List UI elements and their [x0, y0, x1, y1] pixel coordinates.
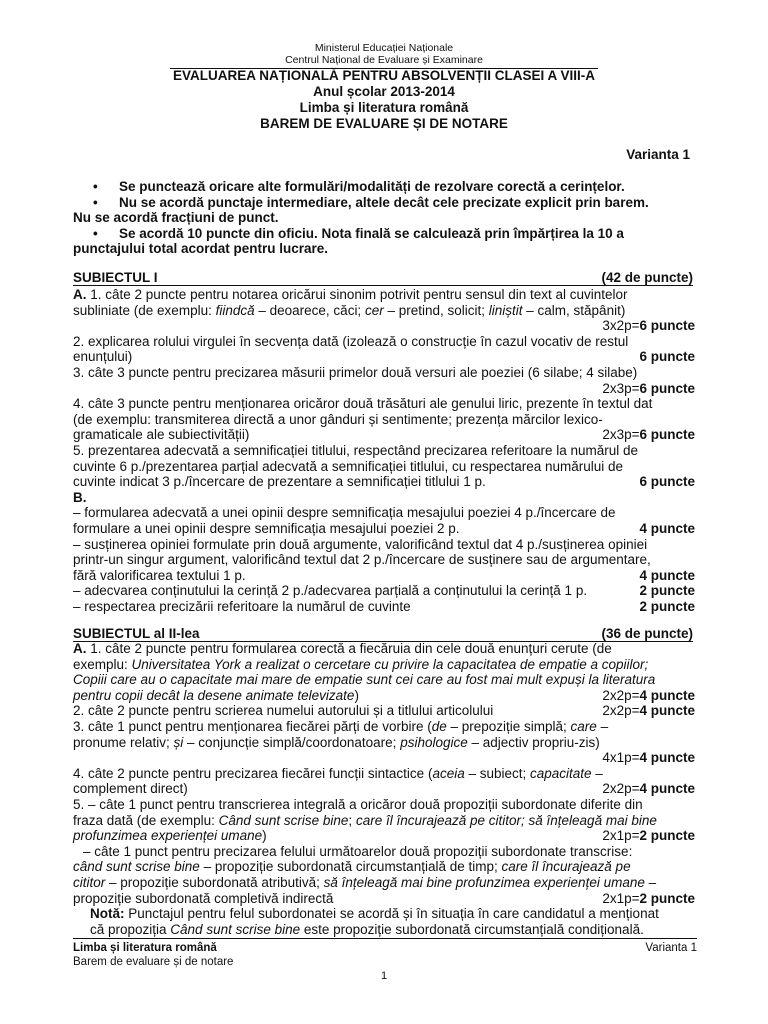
score-line: 3x2p=6 puncte — [602, 318, 695, 334]
center-name: Centrul Național de Evaluare și Examinare — [285, 54, 483, 66]
general-rules — [73, 179, 697, 257]
text-line: 5. – câte 1 punct pentru transcrierea integrală a oricăror două propoziții subordonate diferite din — [73, 796, 643, 812]
section-points: (36 de puncte) — [601, 626, 693, 641]
section-heading-1 — [73, 270, 693, 286]
text-line: – respectarea precizării referitoare la numărul de cuvinte 2 puncte — [73, 598, 695, 614]
text-line: 3. câte 3 puncte pentru precizarea măsurii primelor două versuri ale poeziei (6 silabe; 4 silabe) — [73, 364, 638, 380]
text-line: profunzimea experienței umane) 2x1p=2 puncte — [73, 828, 695, 844]
text-line: când sunt scrise bine – propoziție subordonată circumstanțială de timp; care îl încurajează pe — [73, 859, 631, 875]
text-line: – câte 1 punct pentru precizarea felului următoarelor două propoziții subordonate transcrise: — [83, 843, 633, 859]
text-line: – susținerea opiniei formulate prin două argumente, valorificând textul dat 4 p./susținerea opiniei — [73, 536, 648, 552]
rule-item: • Nu se acordă punctaje intermediare, altele decât cele precizate explicit prin barem. — [93, 194, 649, 210]
score-line: 4x1p=4 puncte — [602, 750, 695, 766]
text-line: 2. explicarea rolului virgulei în secvența dată (izolează o construcție în cazul vocativ de restul — [73, 333, 629, 349]
section-points: (42 de puncte) — [601, 270, 693, 285]
footer-doc-type: Barem de evaluare și de notare — [73, 956, 234, 968]
section-2-body — [73, 641, 697, 937]
variant-label: Varianta 1 — [626, 147, 690, 162]
text-line: 3. câte 1 punct pentru menționarea fiecărei părți de vorbire (de – prepoziție simplă; care – — [73, 718, 609, 734]
text-line: complement direct) 2x2p=4 puncte — [73, 781, 695, 797]
page-number: 1 — [380, 970, 388, 982]
section-heading-2 — [73, 626, 693, 642]
text-line: Copiii care au o capacitate mai mare de empatie sunt cei care au fost mai mult expuși la literatura — [73, 672, 656, 688]
text-line: fraza dată (de exemplu: Când sunt scrise bine; care îl încurajează pe cititor; să înțeleagă mai bine — [73, 812, 657, 828]
text-line: 5. prezentarea adecvată a semnificației titlului, respectând precizarea referitoare la numărul de — [73, 442, 639, 458]
school-year: Anul școlar 2013-2014 — [313, 84, 455, 99]
text-line: subliniate (de exemplu: fiindcă – deoarece, căci; cer – pretind, solicit; liniștit – calm, stăpânit) — [73, 302, 626, 318]
page-footer — [73, 938, 697, 969]
score-line: 2x3p=6 puncte — [602, 380, 695, 396]
note-line: Notă: Punctajul pentru felul subordonatei se acordă și în situația în care candidatul a menționat — [90, 906, 659, 922]
text-line: – formularea adecvată a unei opinii despre semnificația mesajului poeziei 4 p./încercare de — [73, 505, 616, 521]
section-1-body — [73, 287, 697, 614]
exam-title: EVALUAREA NAȚIONALĂ PENTRU ABSOLVENȚII CLASEI A VIII-A — [172, 68, 595, 83]
text-line: cuvinte 6 p./prezentarea parțial adecvată a semnificației titlului, cu respectarea numărului de — [73, 458, 624, 474]
text-line: pronume relativ; și – conjuncție simplă/coordonatoare; psihologice – adjectiv propriu-zis) — [73, 734, 600, 750]
text-line: formulare a unei opinii despre semnificația mesajului poeziei 2 p. 4 puncte — [73, 520, 695, 536]
text-line: printr-un singur argument, valorificând textul dat 2 p./încercare de susținere sau de argumentare, — [73, 552, 651, 568]
rule-item: Nu se acordă fracțiuni de punct. — [73, 210, 279, 225]
text-line: – adecvarea conținutului la cerință 2 p./adecvarea parțială a conținutului la cerință 1 p. 2 puncte — [73, 583, 695, 599]
rule-item: • Se acordă 10 puncte din oficiu. Nota finală se calculează prin împărțirea la 10 a — [93, 225, 624, 241]
rule-item: • Se punctează oricare alte formulări/modalități de rezolvare corectă a cerințelor. — [93, 179, 625, 194]
barem-title: BAREM DE EVALUARE ȘI DE NOTARE — [260, 116, 508, 131]
text-line: 4. câte 2 puncte pentru precizarea fiecărei funcții sintactice (aceia – subiect; capacitate – — [73, 765, 603, 781]
part-b-label: B. — [73, 489, 87, 505]
text-line: A. 1. câte 2 puncte pentru formularea corectă a fiecăruia din cele două enunțuri cerute (de — [73, 641, 612, 656]
text-line: cititor – propoziție subordonată atributivă; să înțeleagă mai bine profunzimea experienței umane – — [73, 874, 657, 890]
text-line: gramaticale ale subiectivității) 2x3p=6 puncte — [73, 427, 695, 443]
section-title: SUBIECTUL I — [73, 270, 158, 285]
text-line: pentru copii decât la desene animate televizate) 2x2p=4 puncte — [73, 687, 695, 703]
text-line: 2. câte 2 puncte pentru scrierea numelui autorului și a titlului articolului 2x2p=4 puncte — [73, 703, 695, 719]
text-line: propoziție subordonată completivă indirectă 2x1p=2 puncte — [73, 890, 695, 906]
text-line: cuvinte indicat 3 p./încercare de prezentare a semnificației titlului 1 p. 6 puncte — [73, 474, 695, 490]
subject-name: Limba și literatura română — [299, 100, 469, 115]
text-line: enunțului) 6 puncte — [73, 349, 695, 365]
footer-variant: Varianta 1 — [645, 942, 697, 954]
ministry-name: Ministerul Educației Naționale — [314, 42, 454, 54]
text-line: fără valorificarea textului 1 p. 4 puncte — [73, 567, 695, 583]
section-title: SUBIECTUL al II-lea — [73, 626, 200, 641]
footer-subject: Limba și literatura română — [73, 942, 217, 954]
rule-item: punctajului total acordat pentru lucrare. — [73, 241, 329, 256]
note-line: că propoziția Când sunt scrise bine este propoziție subordonată circumstanțială condițională. — [90, 921, 644, 937]
text-line: (de exemplu: transmiterea directă a unor gânduri și sentimente; prezența mărcilor lexico- — [73, 411, 603, 427]
text-line: A. 1. câte 2 puncte pentru notarea oricărui sinonim potrivit pentru sensul din text al cuvintelor — [73, 287, 628, 302]
text-line: 4. câte 3 puncte pentru menționarea oricăror două trăsături ale genului liric, prezente în textul dat — [73, 396, 653, 412]
text-line: exemplu: Universitatea York a realizat o cercetare cu privire la capacitatea de empatie a copiilor; — [73, 656, 649, 672]
